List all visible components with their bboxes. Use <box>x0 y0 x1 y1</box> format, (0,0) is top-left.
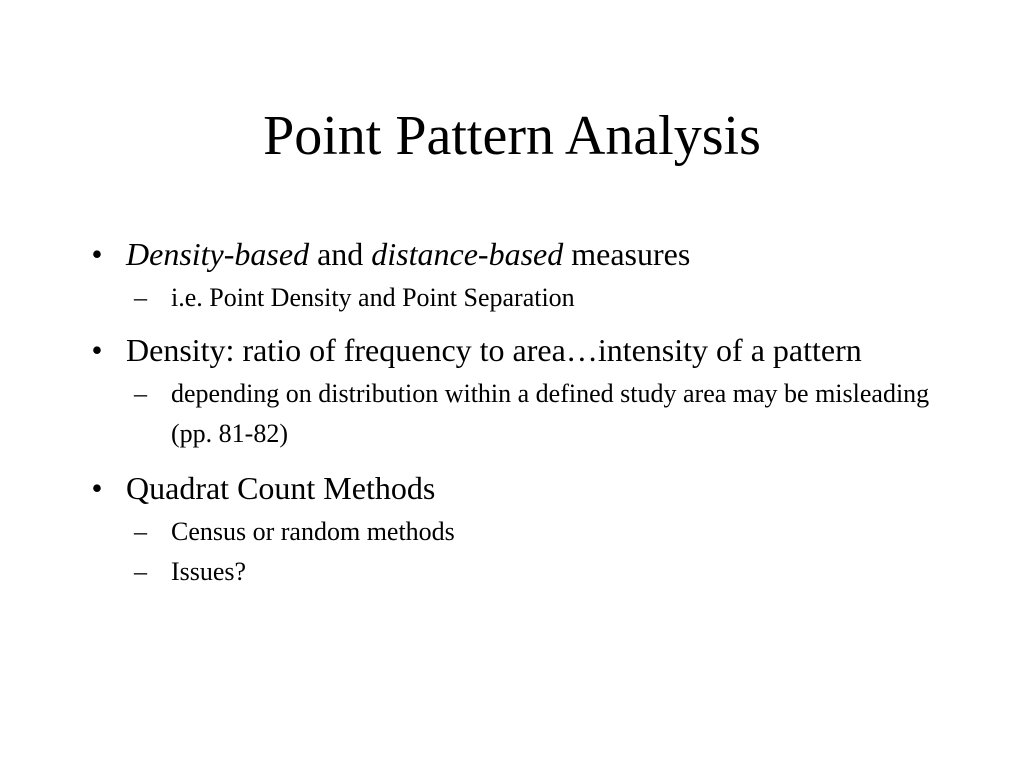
bullet-marker: • <box>91 470 103 506</box>
sub-bullet-marker: – <box>134 379 147 408</box>
bullet-item <box>82 326 962 374</box>
bullet-item <box>82 464 962 512</box>
italic-term: Density-based <box>126 236 310 272</box>
bullet-marker: • <box>91 236 103 272</box>
bullet-text: Density: ratio of frequency to area…intensity of a pattern <box>126 332 862 368</box>
sub-bullet-marker: – <box>134 283 147 312</box>
sub-bullet-text: Census or random methods <box>171 517 455 546</box>
sub-bullet-item <box>82 552 962 592</box>
bullet-marker: • <box>91 332 103 368</box>
sub-bullet-item <box>82 278 962 318</box>
sub-bullet-item <box>82 512 962 552</box>
bullet-list <box>82 230 962 592</box>
sub-bullet-text: i.e. Point Density and Point Separation <box>171 283 575 312</box>
bullet-item <box>82 230 962 278</box>
bullet-text-part: and <box>309 236 372 272</box>
sub-bullet-marker: – <box>134 517 147 546</box>
sub-bullet-marker: – <box>134 557 147 586</box>
sub-bullet-text: depending on distribution within a defined study area may be misleading (pp. 81-82) <box>171 379 930 448</box>
sub-bullet-item <box>82 374 962 454</box>
sub-bullet-text: Issues? <box>171 557 247 586</box>
bullet-text <box>126 236 690 272</box>
italic-term: distance-based <box>371 236 564 272</box>
slide-title: Point Pattern Analysis <box>263 105 761 167</box>
bullet-text-part: measures <box>563 236 691 272</box>
bullet-text: Quadrat Count Methods <box>126 470 436 506</box>
